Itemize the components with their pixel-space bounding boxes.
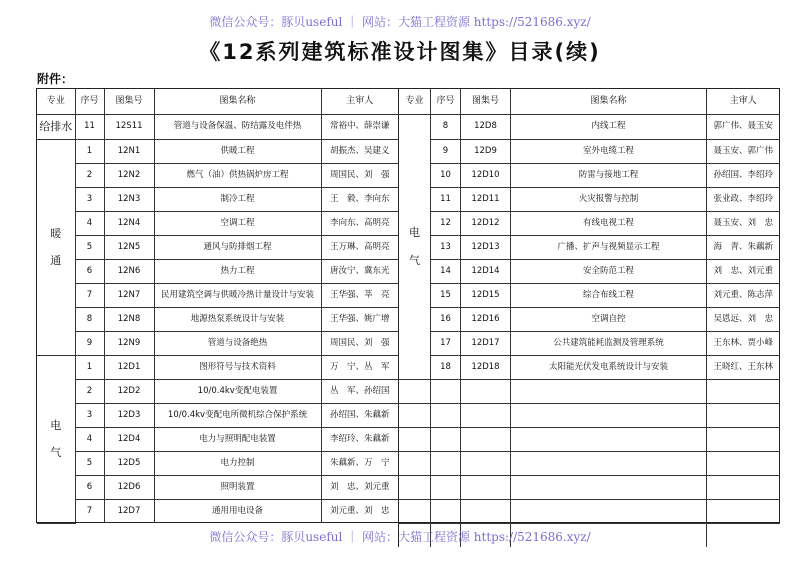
row-code: 12D4 [104,427,154,451]
row-code: 12N9 [104,331,154,355]
row-name: 民用建筑空调与供暖冷热计量设计与安装 [154,283,321,307]
table-row [37,307,398,331]
empty-cell [511,451,707,475]
row-name: 有线电视工程 [511,211,707,235]
table-row [399,331,780,355]
empty-cell [399,451,431,475]
header-row [37,89,398,114]
table-row [37,499,398,523]
row-code: 12N4 [104,211,154,235]
row-name: 安全防范工程 [511,259,707,283]
group-elec-right [399,114,431,379]
empty-row [399,499,780,523]
page-title: 《12系列建筑标准设计图集》目录(续) [199,40,601,64]
header-row [399,89,780,114]
empty-cell [511,427,707,451]
table-row [37,427,398,451]
catalog-table-left [37,89,398,524]
row-name: 广播、扩声与视频显示工程 [511,235,707,259]
row-editor: 王华强、莘 亮 [321,283,398,307]
row-name: 室外电缆工程 [511,139,707,163]
table-row [37,114,398,139]
row-code: 12D5 [104,451,154,475]
row-name: 10/0.4kv变配电装置 [154,379,321,403]
row-seq: 12 [431,211,461,235]
row-seq: 8 [431,114,461,139]
header-editor: 主审人 [321,89,398,114]
watermark-text: 微信公众号：豚贝useful ｜ 网站：大猫工程资源 [209,530,474,544]
empty-cell [461,379,511,403]
row-name: 太阳能光伏发电系统设计与安装 [511,355,707,379]
row-seq: 6 [75,259,104,283]
row-seq: 4 [75,427,104,451]
header-major: 专业 [37,89,75,114]
row-seq: 18 [431,355,461,379]
group-hvac-char-2: 通 [50,254,62,267]
row-seq: 6 [75,475,104,499]
row-seq: 9 [75,331,104,355]
empty-cell [461,451,511,475]
empty-row [399,475,780,499]
row-seq: 5 [75,451,104,475]
row-seq: 13 [431,235,461,259]
row-name: 电力控制 [154,451,321,475]
table-row [399,283,780,307]
table-row [37,283,398,307]
row-seq: 3 [75,187,104,211]
row-code: 12D14 [461,259,511,283]
row-editor: 朱藕新、万 宁 [321,451,398,475]
row-editor: 胡振杰、吴建义 [321,139,398,163]
group-water: 给排水 [37,114,75,139]
group-elec-char-2: 气 [50,446,62,459]
empty-cell [511,379,707,403]
row-editor: 常裕中、薛崇谦 [321,114,398,139]
row-name: 供暖工程 [154,139,321,163]
row-editor: 王万琳、高明亮 [321,235,398,259]
row-name: 地源热泵系统设计与安装 [154,307,321,331]
empty-cell [707,499,780,523]
row-editor: 孙绍国、李绍玲 [707,163,780,187]
row-editor: 孙绍国、朱藕新 [321,403,398,427]
empty-cell [707,379,780,403]
empty-cell [431,427,461,451]
table-row [37,187,398,211]
row-code: 12D3 [104,403,154,427]
group-hvac [37,139,75,355]
row-seq: 1 [75,355,104,379]
table-row [399,163,780,187]
group-elec [37,355,75,523]
row-editor: 周国民、刘 强 [321,331,398,355]
header-seq: 序号 [75,89,104,114]
header-editor: 主审人 [707,89,780,114]
row-name: 内线工程 [511,114,707,139]
row-editor: 唐汝宁、冀东光 [321,259,398,283]
row-editor: 李向东、高明亮 [321,211,398,235]
empty-row [399,403,780,427]
row-code: 12D15 [461,283,511,307]
table-row [399,235,780,259]
row-name: 管道与设备保温、防结露及电伴热 [154,114,321,139]
row-seq: 14 [431,259,461,283]
empty-cell [431,475,461,499]
row-code: 12D6 [104,475,154,499]
group-elec-right-char-2: 气 [409,253,420,267]
row-code: 12N3 [104,187,154,211]
row-editor: 聂玉安、刘 忠 [707,211,780,235]
row-editor: 万 宁、丛 军 [321,355,398,379]
empty-cell [399,475,431,499]
row-name: 空调工程 [154,211,321,235]
row-editor: 海 青、朱藕新 [707,235,780,259]
row-code: 12D11 [461,187,511,211]
row-name: 照明装置 [154,475,321,499]
row-code: 12D7 [104,499,154,523]
row-name: 空调自控 [511,307,707,331]
empty-row [399,427,780,451]
table-row [37,331,398,355]
header-name: 图集名称 [154,89,321,114]
watermark-bottom [0,528,800,545]
row-name: 电力与照明配电装置 [154,427,321,451]
row-editor: 郭广伟、聂玉安 [707,114,780,139]
empty-cell [511,475,707,499]
row-code: 12N2 [104,163,154,187]
header-code: 图集号 [461,89,511,114]
row-name: 管道与设备绝热 [154,331,321,355]
empty-cell [707,403,780,427]
row-seq: 9 [431,139,461,163]
row-editor: 张业政、李绍玲 [707,187,780,211]
row-editor: 刘 忠、刘元重 [321,475,398,499]
empty-cell [399,403,431,427]
row-name: 公共建筑能耗监测及管理系统 [511,331,707,355]
row-name: 通风与防排烟工程 [154,235,321,259]
table-row [37,163,398,187]
row-seq: 7 [75,283,104,307]
row-name: 燃气（油）供热锅炉房工程 [154,163,321,187]
row-code: 12D2 [104,379,154,403]
row-code: 12D17 [461,331,511,355]
empty-cell [461,427,511,451]
table-row [37,211,398,235]
annex-label: 附件： [37,72,74,86]
row-editor: 丛 军、孙绍国 [321,379,398,403]
row-editor: 刘元重、陈志萍 [707,283,780,307]
table-row [37,139,398,163]
empty-cell [399,499,431,523]
catalog-sheet [36,88,780,523]
row-seq: 2 [75,379,104,403]
watermark-top [0,13,800,30]
watermark-text: 微信公众号：豚贝useful ｜ 网站：大猫工程资源 [209,15,474,29]
table-row [399,211,780,235]
empty-cell [461,499,511,523]
empty-cell [511,403,707,427]
row-seq: 3 [75,403,104,427]
empty-row [399,379,780,403]
row-name: 制冷工程 [154,187,321,211]
row-code: 12D16 [461,307,511,331]
row-code: 12N7 [104,283,154,307]
row-code: 12D18 [461,355,511,379]
row-editor: 王华强、姚广增 [321,307,398,331]
row-seq: 1 [75,139,104,163]
row-editor: 李绍玲、朱藕新 [321,427,398,451]
table-row [37,379,398,403]
row-code: 12D1 [104,355,154,379]
row-editor: 王东林、贾小峰 [707,331,780,355]
row-seq: 16 [431,307,461,331]
row-editor: 刘元重、刘 忠 [321,499,398,523]
table-row [399,307,780,331]
group-elec-char-1: 电 [50,418,62,432]
row-seq: 8 [75,307,104,331]
row-seq: 17 [431,331,461,355]
header-seq: 序号 [431,89,461,114]
catalog-table-right [398,89,780,547]
row-editor: 吴恩远、刘 忠 [707,307,780,331]
empty-cell [399,379,431,403]
row-seq: 4 [75,211,104,235]
row-name: 10/0.4kv变配电所微机综合保护系统 [154,403,321,427]
group-hvac-char-1: 暖 [50,226,62,240]
row-seq: 11 [75,114,104,139]
row-name: 图形符号与技术资料 [154,355,321,379]
empty-cell [461,475,511,499]
empty-cell [707,451,780,475]
empty-cell [707,427,780,451]
row-editor: 王 毅、李向东 [321,187,398,211]
row-editor: 周国民、刘 强 [321,163,398,187]
empty-cell [511,499,707,523]
header-name: 图集名称 [511,89,707,114]
row-seq: 10 [431,163,461,187]
row-editor: 刘 忠、刘元重 [707,259,780,283]
row-name: 火灾报警与控制 [511,187,707,211]
row-seq: 7 [75,499,104,523]
table-row [399,114,780,139]
table-row [37,403,398,427]
empty-cell [461,403,511,427]
table-row [399,187,780,211]
row-seq: 15 [431,283,461,307]
header-code: 图集号 [104,89,154,114]
row-code: 12S11 [104,114,154,139]
empty-cell [431,499,461,523]
row-code: 12N1 [104,139,154,163]
row-code: 12D10 [461,163,511,187]
table-row [37,451,398,475]
row-name: 综合布线工程 [511,283,707,307]
row-seq: 5 [75,235,104,259]
empty-row [399,451,780,475]
row-code: 12D13 [461,235,511,259]
empty-cell [707,475,780,499]
row-code: 12N6 [104,259,154,283]
empty-cell [431,379,461,403]
row-seq: 11 [431,187,461,211]
watermark-link[interactable]: https://521686.xyz/ [473,15,591,29]
empty-cell [431,403,461,427]
table-row [37,235,398,259]
row-seq: 2 [75,163,104,187]
table-row [37,475,398,499]
table-row [399,139,780,163]
row-code: 12N8 [104,307,154,331]
row-name: 通用用电设备 [154,499,321,523]
row-code: 12D8 [461,114,511,139]
table-row [399,355,780,379]
empty-cell [431,451,461,475]
row-editor: 王晓红、王东林 [707,355,780,379]
row-code: 12N5 [104,235,154,259]
row-code: 12D9 [461,139,511,163]
empty-cell [399,427,431,451]
row-editor: 聂玉安、郭广伟 [707,139,780,163]
header-major: 专业 [399,89,431,114]
row-name: 热力工程 [154,259,321,283]
watermark-link[interactable]: https://521686.xyz/ [473,530,591,544]
table-row [37,355,398,379]
table-row [37,259,398,283]
table-row [399,259,780,283]
row-name: 防雷与接地工程 [511,163,707,187]
row-code: 12D12 [461,211,511,235]
group-elec-right-char-1: 电 [409,226,420,240]
